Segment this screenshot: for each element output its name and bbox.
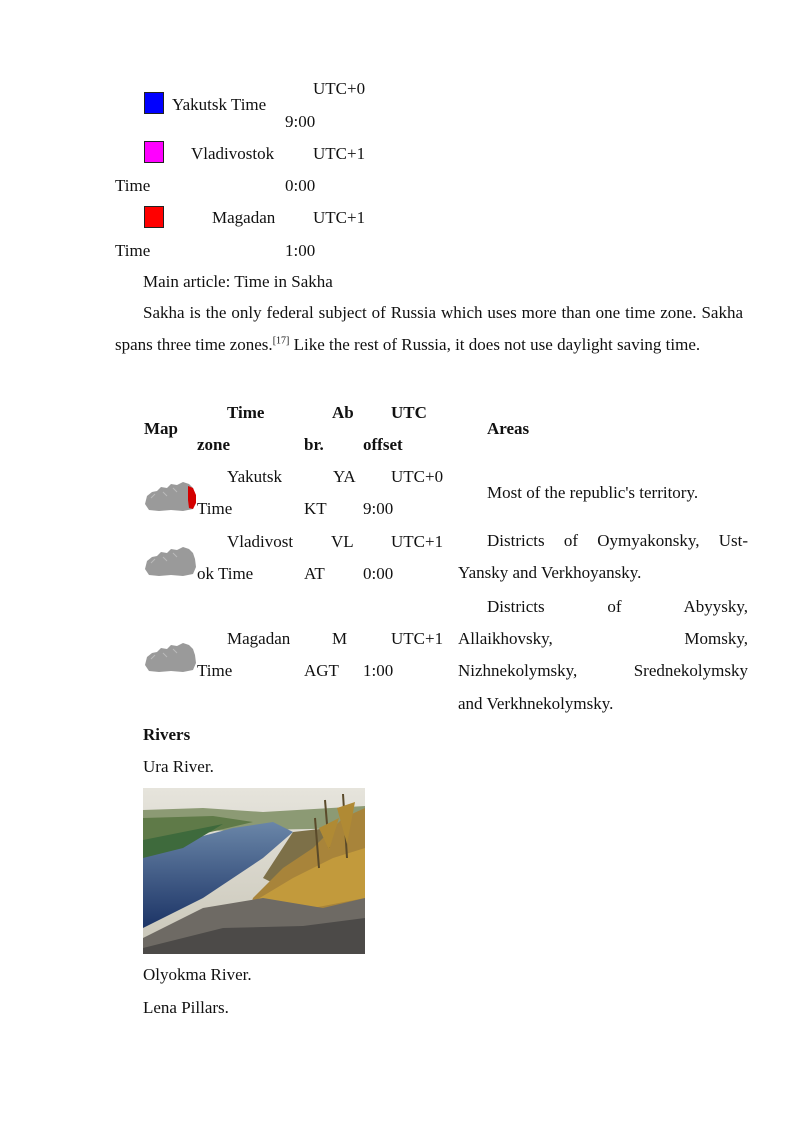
legend-name-vladivostok: Vladivostok xyxy=(191,144,275,163)
legend-offset-magadan: UTC+1 xyxy=(313,208,366,227)
legend-swatch-vladivostok xyxy=(144,141,164,163)
caption-ura: Ura River. xyxy=(143,757,214,776)
row1-zone-1: Yakutsk xyxy=(227,467,282,486)
row1-utc-2: 9:00 xyxy=(363,499,394,518)
row3-utc-2: 1:00 xyxy=(363,661,394,680)
row1-utc-1: UTC+0 xyxy=(391,467,444,486)
legend-swatch-magadan xyxy=(144,206,164,228)
legend-name-magadan: Magadan xyxy=(212,208,276,227)
sakha-map-vladivostok-icon xyxy=(143,543,199,577)
header-zone-1: Time xyxy=(227,403,265,422)
row3-zone-1: Magadan xyxy=(227,629,291,648)
caption-lena: Lena Pillars. xyxy=(143,998,229,1017)
rivers-heading: Rivers xyxy=(143,725,191,744)
header-map: Map xyxy=(144,419,178,438)
row2-zone-2: ok Time xyxy=(197,564,254,583)
row2-areas-1: Districts of Oymyakonsky, Ust- xyxy=(487,531,748,550)
row1-areas-1: Most of the republic's territory. xyxy=(487,483,699,502)
row1-zone-2: Time xyxy=(197,499,233,518)
row2-abbr-2: AT xyxy=(304,564,325,583)
row3-areas-3: Nizhnekolymsky, Srednekolymsky xyxy=(458,661,748,680)
row3-zone-2: Time xyxy=(197,661,233,680)
header-utc-1: UTC xyxy=(391,403,427,422)
river-landscape-photo xyxy=(143,788,365,954)
header-areas: Areas xyxy=(487,419,530,438)
row2-zone-1: Vladivost xyxy=(227,532,294,551)
row3-utc-1: UTC+1 xyxy=(391,629,444,648)
legend-swatch-yakutsk xyxy=(144,92,164,114)
row1-abbr-1: YA xyxy=(333,467,356,486)
legend-offset2-magadan: 1:00 xyxy=(285,241,316,260)
legend-name2-magadan: Time xyxy=(115,241,151,260)
legend-offset2-vladivostok: 0:00 xyxy=(285,176,316,195)
row3-areas-1: Districts of Abyysky, xyxy=(487,597,748,616)
legend-offset-vladivostok: UTC+1 xyxy=(313,144,366,163)
row2-abbr-1: VL xyxy=(331,532,354,551)
row3-abbr-1: M xyxy=(332,629,348,648)
header-abbr-1: Ab xyxy=(332,403,354,422)
row2-areas xyxy=(458,533,748,581)
header-utc-2: offset xyxy=(363,435,403,454)
row1-abbr-2: KT xyxy=(304,499,327,518)
header-abbr-2: br. xyxy=(304,435,324,454)
legend-name2-vladivostok: Time xyxy=(115,176,151,195)
row2-utc-1: UTC+1 xyxy=(391,532,444,551)
legend-offset2-yakutsk: 9:00 xyxy=(285,112,316,131)
sakha-map-yakutsk-icon xyxy=(143,478,199,512)
sakha-map-magadan-icon xyxy=(143,639,199,673)
legend-offset-yakutsk: UTC+0 xyxy=(313,79,366,98)
header-zone-2: zone xyxy=(197,435,231,454)
caption-olyokma: Olyokma River. xyxy=(143,965,252,984)
row3-abbr-2: AGT xyxy=(304,661,339,680)
citation-17[interactable]: [17] xyxy=(272,335,290,347)
main-article-link[interactable]: Main article: Time in Sakha xyxy=(143,272,333,291)
row3-areas-4: and Verkhnekolymsky. xyxy=(458,694,614,713)
row3-areas-2: Allaikhovsky, Momsky, xyxy=(458,629,748,648)
row2-utc-2: 0:00 xyxy=(363,564,394,583)
row2-areas-2: Yansky and Verkhoyansky. xyxy=(458,563,642,582)
legend-name-yakutsk: Yakutsk Time xyxy=(172,95,267,114)
intro-paragraph: Sakha is the only federal subject of Russia which uses more than one time zone. Sakha spans three time zones.[17] Like the rest of Russia, it does not use daylight saving time. xyxy=(115,303,743,354)
